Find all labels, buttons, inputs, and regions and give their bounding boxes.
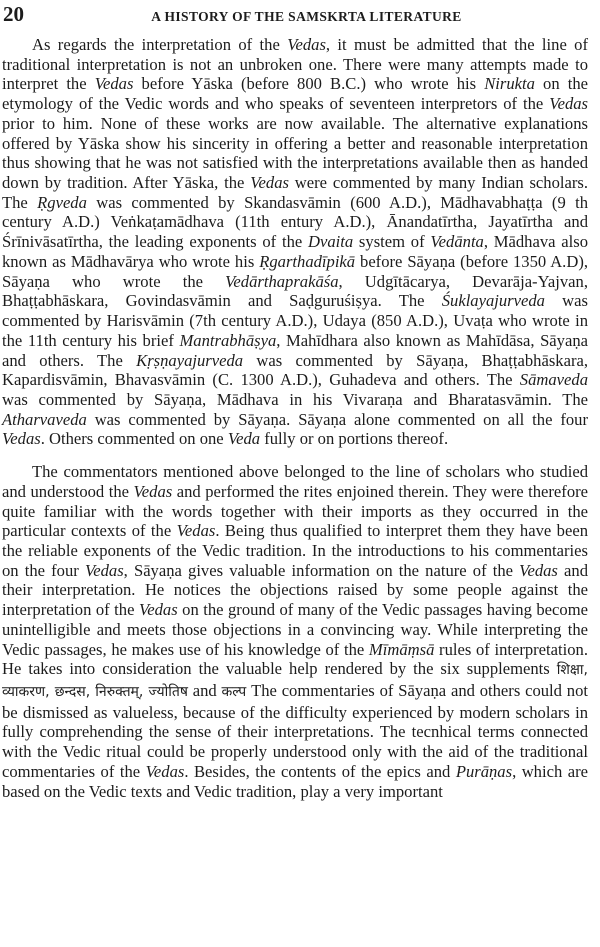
text-run: was commented by Sāyaṇa. Sāyaṇa alone commented on all the four bbox=[86, 409, 588, 429]
text-run: . Besides, the contents of the epics and bbox=[184, 761, 456, 781]
italic-term: Śuklayajurveda bbox=[441, 291, 545, 311]
text-run: fully or on portions thereof. bbox=[260, 429, 449, 449]
italic-term: Nirukta bbox=[484, 74, 535, 94]
text-run: was commented by Skandasvāmin (600 A.D.), Mādhavabhaṭṭa (9 th century A.D.) Veṅkaṭamādhava (11th entury A.D.), Ānandatīrtha, Jayatīrtha and Śrīnivāsatīrtha, the leading exponents of the bbox=[2, 192, 588, 252]
text-run: , which are based on the Vedic texts and Vedic tradition, play a very important bbox=[2, 761, 588, 801]
italic-term: Vedas bbox=[250, 173, 289, 193]
text-run: rules of interpretation. He takes into consideration the valuable help rendered by the six supplements bbox=[2, 639, 588, 679]
italic-term: Dvaita bbox=[308, 232, 354, 252]
italic-term: Atharvaveda bbox=[2, 409, 87, 429]
italic-term: Ṛgveda bbox=[37, 192, 87, 212]
italic-term: Sāmaveda bbox=[519, 370, 588, 390]
text-run: on the ground of many of the Vedic passages having become unintelligible and meets those objections in a convincing way. While interpreting the Vedic passages, he makes use of his knowledge of the bbox=[2, 600, 588, 659]
text-run: , Mādhava also known as Mādhavārya who wrote his bbox=[2, 232, 589, 271]
page-header bbox=[3, 2, 590, 24]
text-run: and bbox=[187, 681, 222, 700]
text-run: was commented by Harisvāmin (7th century A.D.), Udaya (850 A.D.), Uvaṭa who wrote in the 11th century his brief bbox=[2, 291, 588, 350]
text-run: and their interpretation. He notices the objections raised by some people against the interpretation of the bbox=[2, 560, 588, 620]
italic-term: Mīmāṃsā bbox=[368, 639, 435, 659]
italic-term: Vedānta bbox=[430, 232, 484, 252]
page-number: 20 bbox=[3, 2, 24, 26]
text-run: , it must be admitted that the line of traditional interpretation is not an unbroken one. There were many attempts made to interpret the bbox=[2, 35, 588, 94]
text-run: before Sāyaṇa (before 1350 A.D), Sāyaṇa who wrote the bbox=[2, 251, 588, 291]
italic-term: Ṛgarthadīpikā bbox=[259, 251, 356, 271]
italic-term: Vedas bbox=[138, 600, 178, 620]
italic-term: Vedas bbox=[145, 761, 185, 781]
text-run: The commentators mentioned above belonged to the line of scholars who studied and understood the bbox=[2, 462, 588, 501]
text-run: . Being thus qualified to interpret them they have been the reliable exponents of the Vedic tradition. In the introductions to his commentaries on the four bbox=[2, 521, 588, 580]
text-run: on the etymology of the Vedic words and who speaks of seventeen interpretors of the bbox=[2, 74, 589, 114]
body-text bbox=[2, 35, 588, 801]
devanagari-text: कल्प bbox=[221, 684, 247, 700]
text-run: , Sāyaṇa gives valuable information on the nature of the bbox=[123, 560, 520, 580]
text-run: was commented by Sāyaṇa, Mādhava in his Vivaraṇa and Bharatasvāmin. The bbox=[2, 389, 588, 409]
italic-term: Vedas bbox=[176, 521, 216, 541]
italic-term: Vedas bbox=[2, 429, 41, 449]
italic-term: Kṛṣṇayajurveda bbox=[136, 350, 244, 370]
paragraph-1 bbox=[2, 35, 588, 449]
text-run: before Yāska (before 800 B.C.) who wrote his bbox=[133, 74, 485, 94]
italic-term: Vedas bbox=[287, 35, 326, 54]
paragraph-2 bbox=[2, 462, 588, 801]
text-run: The commentaries of Sāyaṇa and others could not be dismissed as valueless, because of the difficulty experienced by modern scholars in fully comprehending the sense of their interpretations. The tecnhical terms connected with the Vedic ritual could be properly understood only with the aid of the traditional commentaries of the bbox=[2, 681, 588, 781]
text-run: and performed the rites enjoined therein. They were therefore quite familiar with the words together with their imports as they occurred in the particular contexts of the bbox=[2, 481, 589, 541]
italic-term: Veda bbox=[227, 429, 261, 449]
italic-term: Mantrabhāṣya bbox=[179, 330, 277, 350]
text-run: were commented by many Indian scholars. The bbox=[2, 173, 588, 212]
italic-term: Vedārthaprakāśa bbox=[225, 271, 339, 291]
devanagari-text: शिक्षा, व्याकरण, छन्दस, निरुक्तम्, ज्योतिष bbox=[2, 662, 588, 700]
italic-term: Vedas bbox=[519, 560, 558, 580]
text-run: , Mahīdhara also known as Mahīdāsa, Sāyaṇa and others. The bbox=[2, 330, 588, 370]
italic-term: Vedas bbox=[84, 560, 124, 580]
italic-term: Vedas bbox=[549, 94, 588, 114]
italic-term: Purāṇas bbox=[455, 761, 513, 781]
running-title: A HISTORY OF THE SAMSKRTA LITERATURE bbox=[151, 9, 462, 24]
italic-term: Vedas bbox=[94, 74, 134, 94]
text-run: . Others commented on one bbox=[40, 429, 228, 449]
text-run: As regards the interpretation of the bbox=[32, 35, 288, 54]
text-run: prior to him. None of these works are now available. The alternative explanations offered by Yāska show his sincerity in offering a better and reasonable interpretation thus showing that he was not satisfied with the interpretations available then as handed down by tradition. After Yāska, the bbox=[2, 113, 588, 193]
text-run: system of bbox=[353, 232, 431, 252]
text-run: was commented by Sāyaṇa, Bhaṭṭabhāskara, Kapardisvāmin, Bhavasvāmin (C. 1300 A.D.), Guhadeva and others. The bbox=[2, 350, 588, 390]
italic-term: Vedas bbox=[133, 481, 173, 501]
text-run: , Udgītācarya, Devarāja-Yajvan, Bhaṭṭabhāskara, Govindasvāmin and Saḍguruśiṣya. The bbox=[2, 271, 588, 311]
